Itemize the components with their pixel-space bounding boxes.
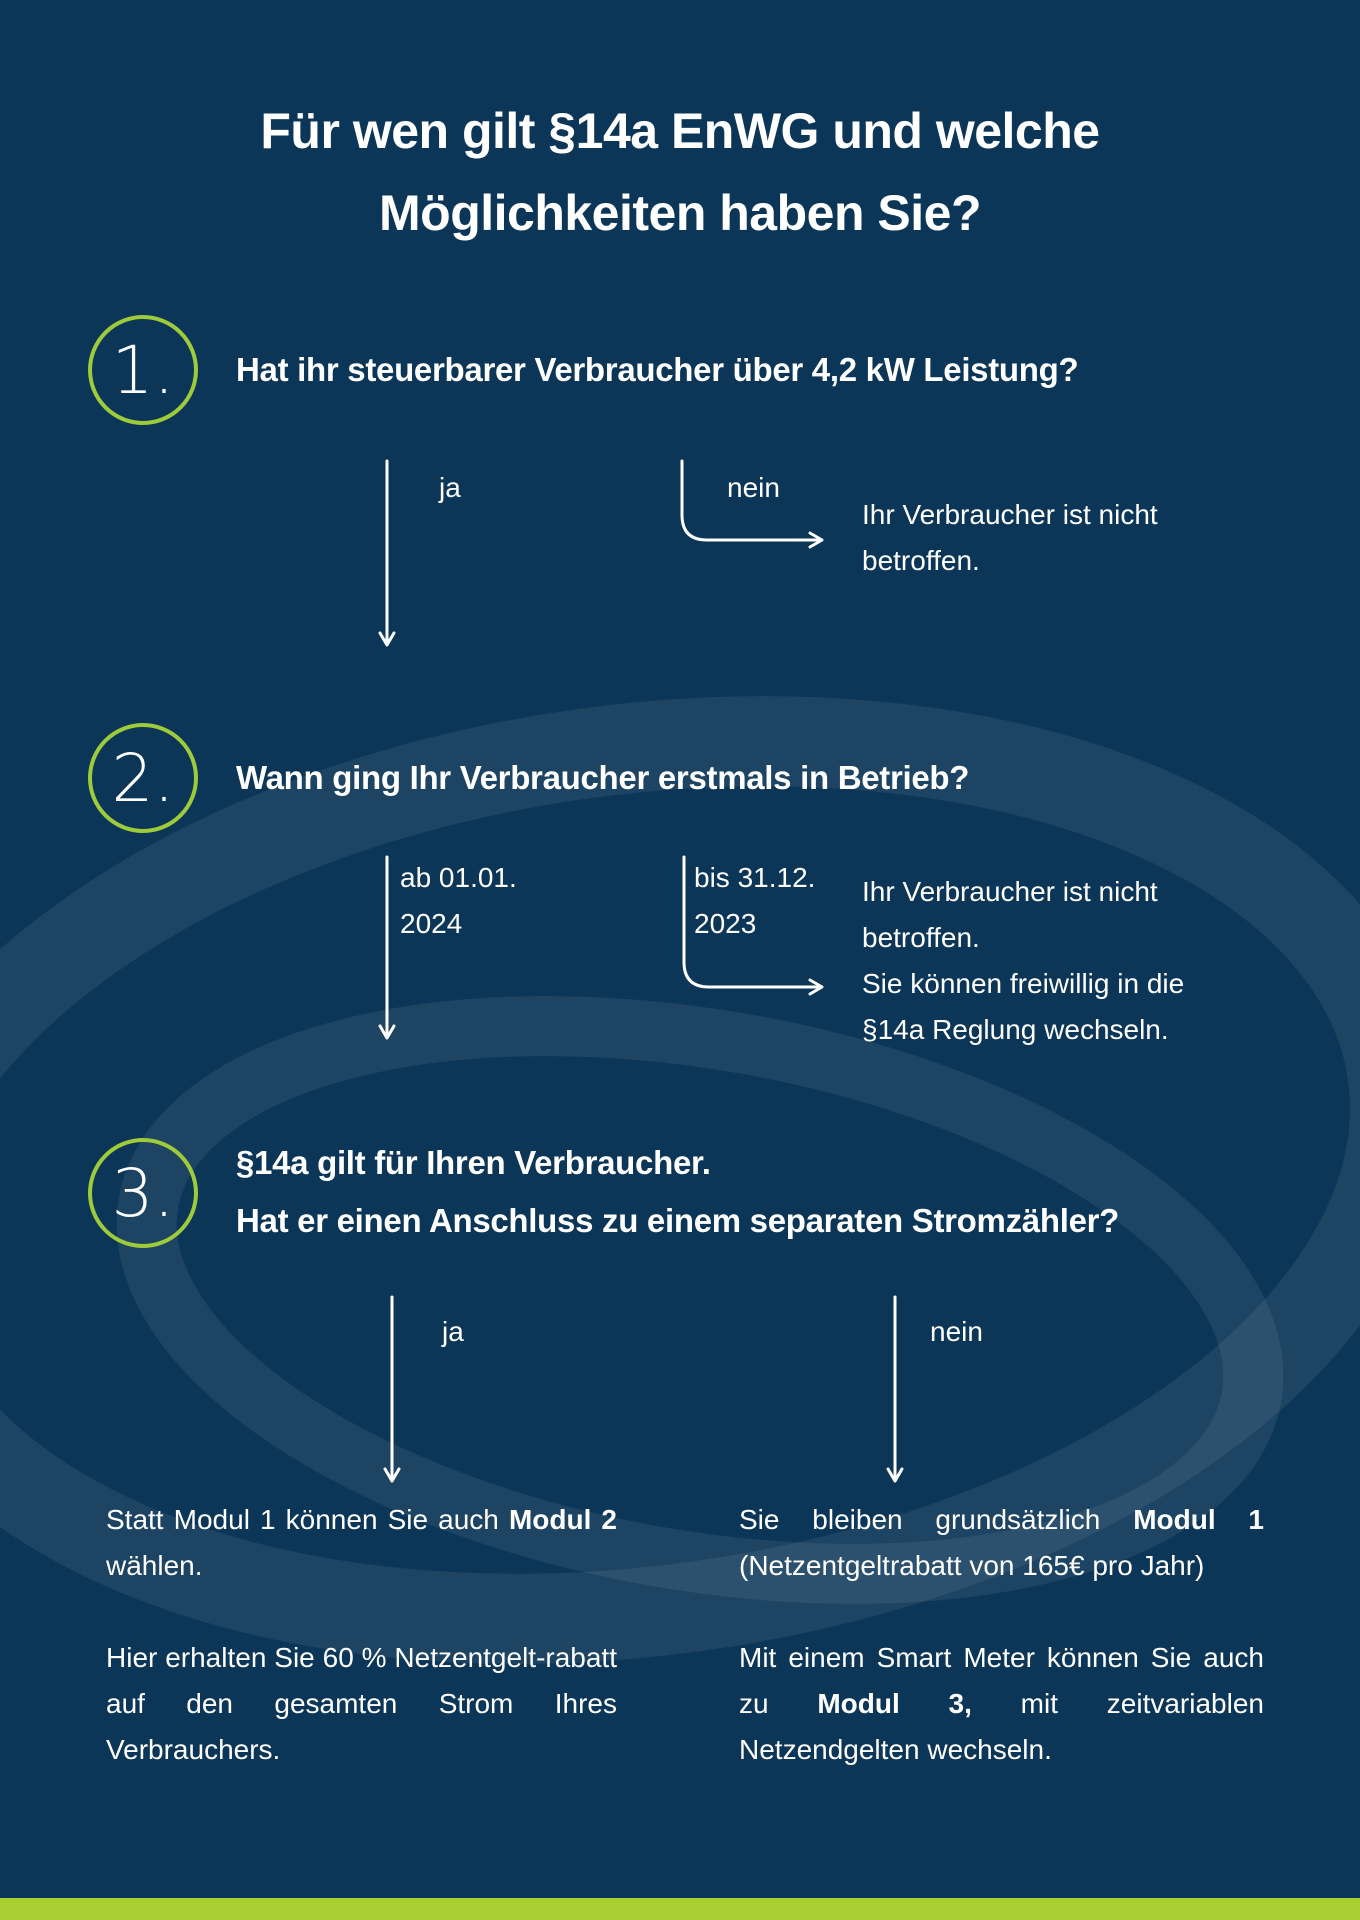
title-line-2: Möglichkeiten haben Sie? [379,185,981,241]
step-3-yes-label: ja [442,1316,464,1347]
text: Sie bleiben grundsätzlich [739,1504,1134,1535]
text: Statt Modul 1 können Sie auch [106,1504,509,1535]
arrow-down-icon [385,1297,399,1481]
arrow-down-icon [380,857,394,1038]
result-line: Ihr Verbraucher ist nicht [862,876,1158,907]
step-3-no-label: nein [930,1316,983,1347]
module-1: Modul 1 [1133,1504,1265,1535]
text: mit zeitvariablen Netzendgelten wechseln. [739,1688,1264,1765]
step-1-no-label: nein [727,472,780,503]
arrow-elbow-right-icon [682,461,822,547]
footer-bar [0,1898,1360,1920]
step-3-number: 3. [88,1138,198,1248]
module-2: Modul 2 [508,1504,617,1535]
result-line: betroffen. [862,922,980,953]
step-2-question: Wann ging Ihr Verbraucher erstmals in Betrieb? [236,759,970,796]
result-line: Sie können freiwillig in die [862,968,1185,999]
step-1-number: 1. [88,315,198,425]
label-line: 2023 [694,908,757,939]
result-line: §14a Reglung wechseln. [862,1014,1169,1045]
question-line: Hat er einen Anschluss zu einem separaten Stromzähler? [236,1202,1120,1239]
text: wählen. [106,1550,203,1581]
step-2-number: 2. [88,723,198,833]
step-1-yes-label: ja [439,472,461,503]
title-line-1: Für wen gilt §14a EnWG und welche [260,103,1100,159]
arrow-down-icon [888,1297,902,1481]
module-3: Modul 3, [817,1688,972,1719]
label-line: ab 01.01. [400,862,517,893]
question-line: §14a gilt für Ihren Verbraucher. [236,1144,711,1181]
text: Mit einem Smart Meter können Sie auch zu [739,1642,1264,1719]
result-line: Ihr Verbraucher ist nicht [862,499,1158,530]
arrow-elbow-right-icon [684,857,822,994]
text: (Netzentgeltrabatt von 165€ pro Jahr) [739,1550,1205,1581]
label-line: 2024 [400,908,463,939]
label-line: bis 31.12. [694,862,816,893]
step-1-question: Hat ihr steuerbarer Verbraucher über 4,2 kW Leistung? [236,351,1079,388]
result-line: betroffen. [862,545,980,576]
arrow-down-icon [380,461,394,645]
result-yes-p2: Hier erhalten Sie 60 % Netzentgelt-rabatt auf den gesamten Strom Ihres Verbrauchers. [106,1642,617,1765]
